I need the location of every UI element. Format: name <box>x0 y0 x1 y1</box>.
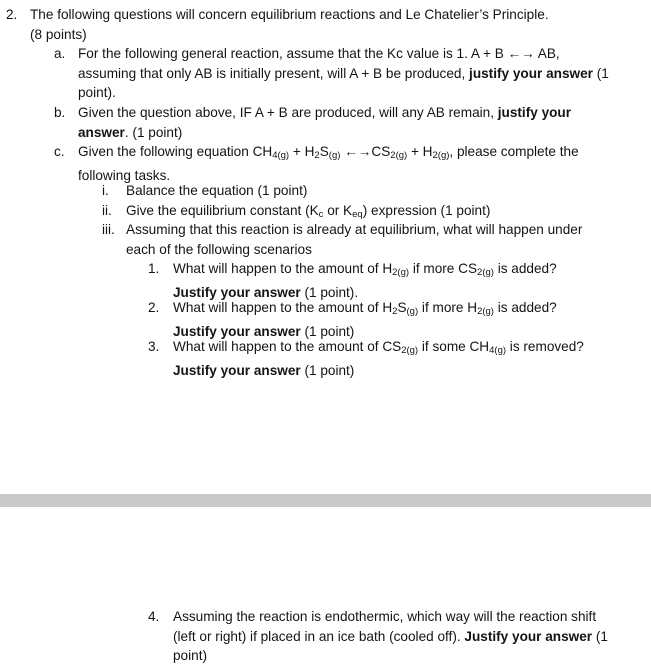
scenario-2 <box>148 298 608 341</box>
task-c-ii-label: ii. <box>102 203 112 218</box>
scenario-2-text-2: S <box>397 300 407 315</box>
scenario-2-text-1: What will happen to the amount of H <box>173 300 393 315</box>
part-b-body: Given the question above, IF A + B are produced, will any AB remain, <box>78 105 498 120</box>
question-2 <box>6 5 646 44</box>
scenario-3-text-3: is removed? <box>506 339 584 354</box>
question-title-text: The following questions will concern equilibrium reactions and Le Chatelier’s Principle. <box>30 7 549 22</box>
part-c-text-6: , please complete the following tasks. <box>78 144 579 183</box>
scenario-4-label: 4. <box>148 609 160 624</box>
scenario-4 <box>148 607 608 666</box>
task-c-i <box>102 181 602 201</box>
part-a-label: a. <box>54 46 66 61</box>
part-c-subscript-2: 2 <box>314 150 320 161</box>
part-c-text-5: + H <box>407 144 433 159</box>
scenario-2-label: 2. <box>148 300 160 315</box>
scenario-1-points: (1 point). <box>300 284 359 300</box>
scenario-1-subscript-2: 2(g) <box>477 267 494 278</box>
scenario-1-label: 1. <box>148 261 160 276</box>
scenario-2-subscript-1: 2 <box>392 306 398 317</box>
scenario-3-text <box>173 337 608 380</box>
scenario-1 <box>148 259 608 302</box>
scenario-1-emphasis: Justify your answer <box>173 284 301 300</box>
scenario-3-points: (1 point) <box>300 362 355 378</box>
part-c-subscript-5: 2(g) <box>432 150 450 161</box>
part-a <box>54 44 614 103</box>
part-c <box>54 142 614 185</box>
scenario-1-text <box>173 259 608 302</box>
part-c-subscript-4: 2(g) <box>390 150 408 161</box>
scenario-4-body: Assuming the reaction is endothermic, which way will the reaction shift (left or right) if placed in an ice bath (cooled off). <box>173 609 597 644</box>
scenario-3 <box>148 337 608 380</box>
question-number: 2. <box>6 7 18 22</box>
part-c-label: c. <box>54 144 65 159</box>
scenario-4-text <box>173 607 608 666</box>
task-c-i-label: i. <box>102 183 109 198</box>
task-c-iii-text: Assuming that this reaction is already at equilibrium, what will happen under each of the following scenarios <box>126 222 583 257</box>
scenario-3-label: 3. <box>148 339 160 354</box>
page-divider <box>0 494 651 507</box>
scenario-2-points: (1 point) <box>300 323 355 339</box>
task-c-ii-subscript-2: eq <box>352 209 363 220</box>
scenario-2-subscript-3: 2(g) <box>477 306 494 317</box>
part-b-text <box>78 103 614 142</box>
part-c-subscript-1: 4(g) <box>272 150 290 161</box>
part-b <box>54 103 614 142</box>
part-b-emphasis: justify your answer <box>78 105 572 140</box>
part-c-subscript-3: (g) <box>328 150 341 161</box>
part-a-text <box>78 44 614 103</box>
scenario-4-emphasis: Justify your answer <box>464 628 593 644</box>
task-c-iii-label: iii. <box>102 222 115 237</box>
scenario-2-text-4: is added? <box>493 300 557 315</box>
task-c-ii-text-1: Give the equilibrium constant (K <box>126 203 319 218</box>
scenario-2-emphasis: Justify your answer <box>173 323 301 339</box>
scenario-3-subscript-1: 2(g) <box>401 345 419 356</box>
scenario-1-text-3: is added? <box>493 261 557 276</box>
task-c-i-text: Balance the equation (1 point) <box>126 183 308 198</box>
part-b-points: . (1 point) <box>124 124 183 140</box>
part-c-text <box>78 142 614 185</box>
scenario-1-subscript-1: 2(g) <box>392 267 410 278</box>
scenario-2-subscript-2: (g) <box>406 306 419 317</box>
question-points: (8 points) <box>30 26 87 42</box>
task-c-iii <box>102 220 602 259</box>
scenario-3-emphasis: Justify your answer <box>173 362 301 378</box>
scenario-3-text-2: if some CH <box>418 339 490 354</box>
question-title <box>30 5 646 44</box>
part-b-label: b. <box>54 105 66 120</box>
task-c-ii-text-2: or K <box>323 203 353 218</box>
scenario-4-points: (1 point) <box>173 628 608 663</box>
part-c-text-2: + H <box>289 144 315 159</box>
scenario-1-text-1: What will happen to the amount of H <box>173 261 393 276</box>
scenario-2-text-3: if more H <box>418 300 478 315</box>
part-c-text-4: ←→CS <box>340 144 391 159</box>
part-c-text-1: Given the following equation CH <box>78 144 273 159</box>
task-c-ii-subscript-1: c <box>318 209 324 220</box>
part-a-body: For the following general reaction, assume that the Kc value is 1. A + B ←→ AB, assuming that only AB is initially present, will A + B be produced, <box>78 46 560 81</box>
part-a-points: (1 point). <box>78 65 609 100</box>
part-a-emphasis: justify your answer <box>469 65 593 81</box>
scenario-3-subscript-2: 4(g) <box>489 345 507 356</box>
scenario-3-text-1: What will happen to the amount of CS <box>173 339 402 354</box>
scenario-2-text <box>173 298 608 341</box>
part-c-text-3: S <box>319 144 329 159</box>
task-c-ii-text-3: ) expression (1 point) <box>362 203 491 218</box>
scenario-1-text-2: if more CS <box>409 261 478 276</box>
